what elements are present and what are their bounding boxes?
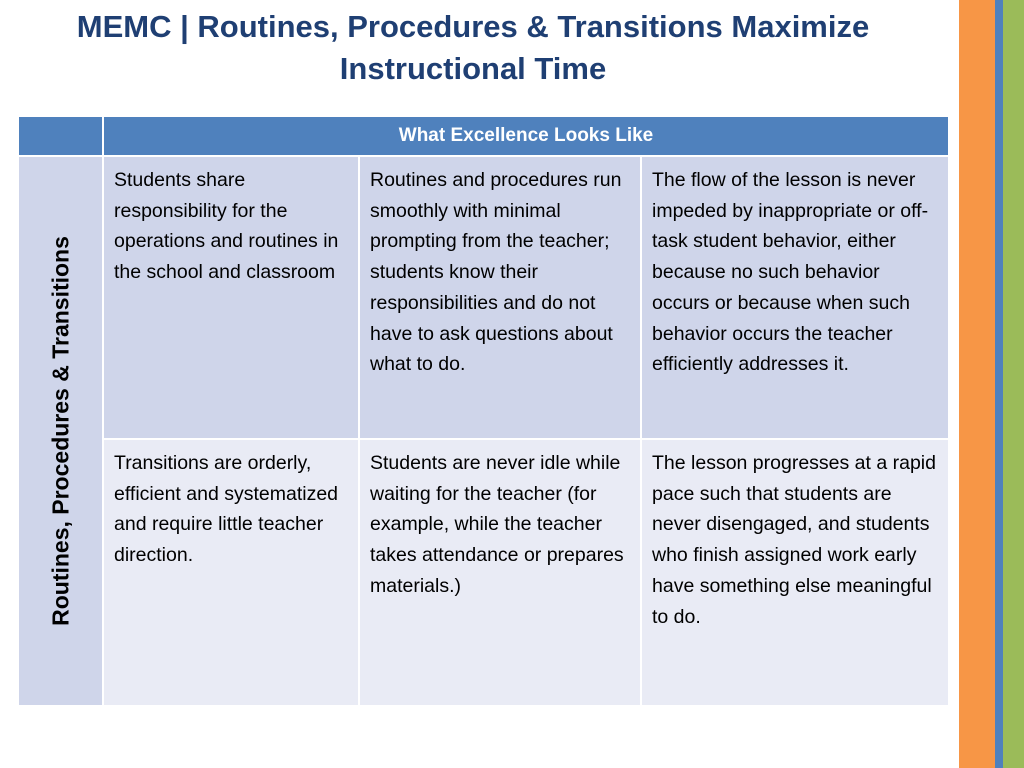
table-cell: Routines and procedures run smoothly with minimal prompting from the teacher; students know their responsibilities and do not have to ask questions about what to do. — [359, 156, 641, 439]
side-label-cell — [18, 156, 103, 706]
table-cell: The flow of the lesson is never impeded by inappropriate or off-task student behavior, either because no such behavior occurs or because when such behavior occurs the teacher efficiently addresses it. — [641, 156, 949, 439]
decorative-stripe-orange — [959, 0, 995, 768]
decorative-stripe-blue — [995, 0, 1003, 768]
table-header-row — [18, 116, 949, 156]
table-row — [18, 439, 949, 706]
decorative-stripe-green — [1003, 0, 1024, 768]
table-cell: The lesson progresses at a rapid pace such that students are never disengaged, and students who finish assigned work early have something else meaningful to do. — [641, 439, 949, 706]
table-cell: Students are never idle while waiting for the teacher (for example, while the teacher takes attendance or prepares materials.) — [359, 439, 641, 706]
slide-title: MEMC | Routines, Procedures & Transitions Maximize Instructional Time — [76, 9, 870, 86]
rubric-table — [17, 115, 950, 707]
table-row — [18, 156, 949, 439]
side-label: Routines, Procedures & Transitions — [47, 236, 73, 626]
table-cell: Transitions are orderly, efficient and systematized and require little teacher direction. — [103, 439, 359, 706]
table-cell: Students share responsibility for the operations and routines in the school and classroom — [103, 156, 359, 439]
table-header: What Excellence Looks Like — [103, 116, 949, 156]
header-corner-cell — [18, 116, 103, 156]
